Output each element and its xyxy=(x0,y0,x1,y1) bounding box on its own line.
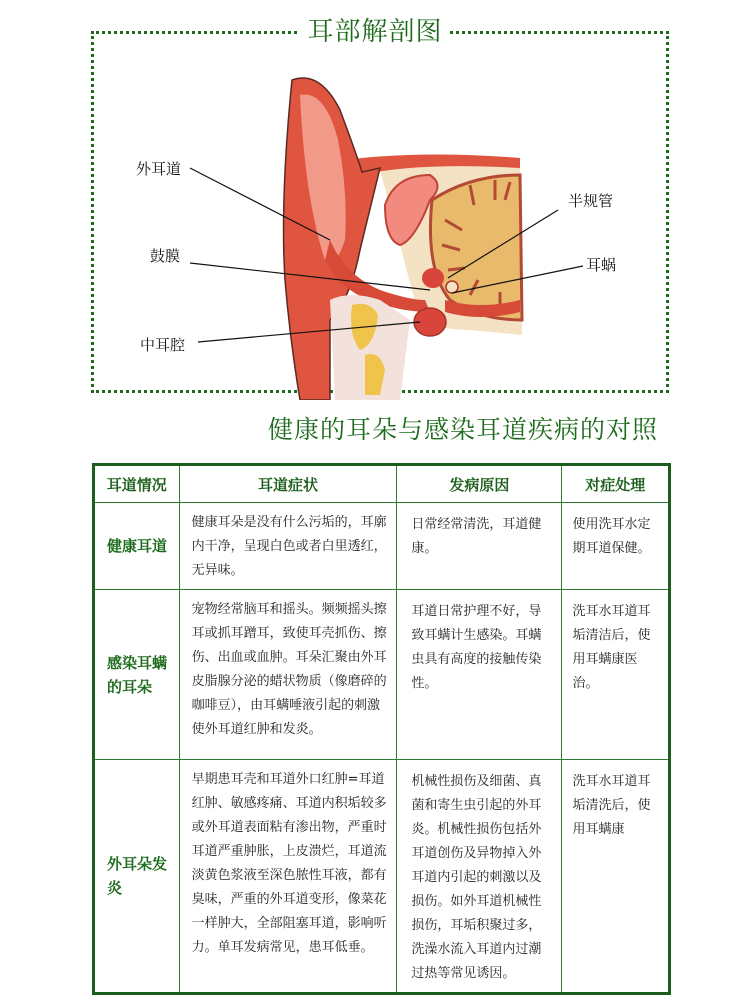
label-middle-ear-cavity: 中耳腔 xyxy=(140,336,186,354)
treatment-cell: 洗耳水耳道耳垢清洗后，使用耳螨康 xyxy=(562,760,670,994)
cause-cell: 日常经常清洗，耳道健康。 xyxy=(397,503,562,590)
symptoms-cell: 健康耳朵是没有什么污垢的，耳廓内干净，呈现白色或者白里透红，无异味。 xyxy=(179,503,397,590)
header-condition: 耳道情况 xyxy=(94,465,180,503)
label-cochlea: 耳蜗 xyxy=(586,256,617,274)
anatomy-title: 耳部解剖图 xyxy=(300,14,450,50)
label-eardrum: 鼓膜 xyxy=(150,247,181,265)
condition-cell: 外耳朵发炎 xyxy=(94,760,180,994)
symptoms-cell: 早期患耳壳和耳道外口红肿=耳道红肿、敏感疼痛、耳道内积垢较多或外耳道表面粘有渗出物，严重时耳道严重肿胀，上皮溃烂，耳道流淡黄色浆液至深色脓性耳液，都有臭味，严重的外耳道变形，像菜花一样肿大，全部阻塞耳道，影响听力。单耳发病常见，患耳低垂。 xyxy=(179,760,397,994)
comparison-title: 健康的耳朵与感染耳道疾病的对照 xyxy=(268,415,659,444)
table-row xyxy=(94,590,670,760)
header-cause: 发病原因 xyxy=(397,465,562,503)
symptoms-cell: 宠物经常脑耳和摇头。频频摇头擦耳或抓耳蹭耳，致使耳壳抓伤、擦伤、出血或血肿。耳朵汇聚由外耳皮脂腺分泌的蜡状物质（像磨碎的咖啡豆），由耳螨唾液引起的刺激使外耳道红肿和发炎。 xyxy=(179,590,397,760)
header-symptoms: 耳道症状 xyxy=(179,465,397,503)
table-header-row xyxy=(94,465,670,503)
comparison-table xyxy=(92,463,671,995)
treatment-cell: 使用洗耳水定期耳道保健。 xyxy=(562,503,670,590)
treatment-cell: 洗耳水耳道耳垢清洁后，使用耳螨康医治。 xyxy=(562,590,670,760)
table-row xyxy=(94,760,670,994)
label-semicircular-canal: 半规管 xyxy=(568,192,614,210)
label-outer-ear-canal: 外耳道 xyxy=(136,160,182,178)
ear-anatomy-illustration xyxy=(0,0,750,400)
header-treatment: 对症处理 xyxy=(562,465,670,503)
table-row xyxy=(94,503,670,590)
condition-cell: 感染耳螨的耳朵 xyxy=(94,590,180,760)
cause-cell: 耳道日常护理不好，导致耳螨计生感染。耳螨虫具有高度的接触传染性。 xyxy=(397,590,562,760)
cause-cell: 机械性损伤及细菌、真菌和寄生虫引起的外耳炎。机械性损伤包括外耳道创伤及异物掉入外耳道内引起的刺激以及损伤。如外耳道机械性损伤，耳垢积聚过多，洗澡水流入耳道内过潮过热等常见诱因。 xyxy=(397,760,562,994)
condition-cell: 健康耳道 xyxy=(94,503,180,590)
